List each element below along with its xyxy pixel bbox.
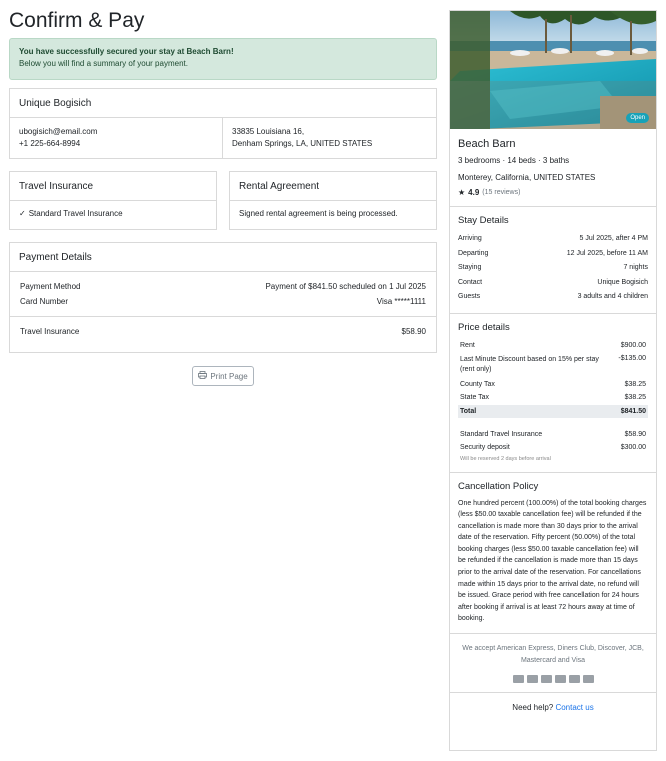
payment-method-label: Payment Method bbox=[20, 282, 81, 291]
guest-name: Unique Bogisich bbox=[10, 89, 436, 118]
amex-icon bbox=[513, 675, 524, 683]
property-meta: 3 bedrooms · 14 beds · 3 baths bbox=[458, 156, 570, 165]
contact-us-link[interactable]: Contact us bbox=[555, 703, 594, 713]
guest-address bbox=[223, 118, 381, 159]
card-number-row bbox=[10, 297, 436, 306]
stay-row: Staying 7 nights bbox=[458, 264, 648, 271]
property-info bbox=[450, 129, 656, 207]
help-row bbox=[450, 693, 656, 722]
reviews-count: (15 reviews) bbox=[482, 189, 521, 196]
accepted-cards-text: We accept American Express, Diners Club, Discover, JCB, Mastercard and Visa bbox=[462, 645, 644, 665]
insurance-value: $58.90 bbox=[401, 327, 426, 336]
guest-email: ubogisich@email.com bbox=[19, 127, 98, 136]
guest-phone: +1 225-664-8994 bbox=[19, 139, 81, 148]
stay-details bbox=[450, 207, 656, 314]
price-row-discount: Last Minute Discount based on 15% per stay (rent only) -$135.00 bbox=[460, 354, 646, 373]
price-details-title: Price details bbox=[458, 321, 510, 333]
help-text: Need help? bbox=[512, 703, 554, 713]
stay-details-title: Stay Details bbox=[458, 215, 509, 226]
price-row-deposit: Security deposit $300.00 bbox=[460, 443, 646, 451]
price-row-insurance: Standard Travel Insurance $58.90 bbox=[460, 430, 646, 438]
payment-details-title: Payment Details bbox=[10, 243, 436, 272]
address-line-1: 33835 Louisiana 16, bbox=[232, 127, 305, 136]
cancellation-policy bbox=[450, 473, 656, 635]
property-rating bbox=[458, 188, 648, 197]
guest-contact bbox=[10, 118, 223, 159]
page-title: Confirm & Pay bbox=[9, 9, 145, 32]
travel-insurance-card bbox=[9, 171, 217, 230]
jcb-icon bbox=[555, 675, 566, 683]
rental-agreement-status: Signed rental agreement is being processed. bbox=[239, 209, 398, 218]
travel-insurance-title: Travel Insurance bbox=[10, 172, 216, 201]
print-page-label: Print Page bbox=[210, 371, 248, 381]
property-photo bbox=[450, 11, 656, 129]
property-location: Monterey, California, UNITED STATES bbox=[458, 173, 596, 182]
rental-agreement-title: Rental Agreement bbox=[230, 172, 436, 201]
alert-title: You have successfully secured your stay at Beach Barn! bbox=[19, 47, 234, 56]
rental-agreement-card bbox=[229, 171, 437, 230]
price-row-total: Total $841.50 bbox=[458, 405, 648, 418]
stay-row: Guests 3 adults and 4 children bbox=[458, 293, 648, 300]
diners-icon bbox=[527, 675, 538, 683]
card-number-label: Card Number bbox=[20, 297, 69, 306]
booking-summary-sidebar bbox=[449, 10, 657, 751]
success-alert bbox=[9, 38, 437, 80]
payment-methods bbox=[450, 634, 656, 693]
visa-icon bbox=[583, 675, 594, 683]
address-line-2: Denham Springs, LA, UNITED STATES bbox=[232, 139, 373, 148]
deposit-note: Will be reserved 2 days before arrival bbox=[460, 455, 551, 462]
card-number-value: Visa *****1111 bbox=[376, 297, 426, 306]
insurance-row bbox=[10, 327, 436, 336]
stay-row: Departing 12 Jul 2025, before 11 AM bbox=[458, 249, 648, 257]
travel-insurance-item: Standard Travel Insurance bbox=[28, 209, 123, 218]
insurance-label: Travel Insurance bbox=[20, 327, 80, 336]
cancellation-policy-title: Cancellation Policy bbox=[458, 480, 539, 492]
payment-method-row bbox=[10, 282, 436, 291]
stay-row: Arriving 5 Jul 2025, after 4 PM bbox=[458, 235, 648, 242]
printer-icon bbox=[198, 371, 207, 381]
open-badge: Open bbox=[626, 113, 649, 123]
payment-method-value: Payment of $841.50 scheduled on 1 Jul 2025 bbox=[265, 282, 426, 291]
mastercard-icon bbox=[569, 675, 580, 683]
print-page-button[interactable] bbox=[192, 366, 254, 386]
stay-row: Contact Unique Bogisich bbox=[458, 278, 648, 286]
property-name: Beach Barn bbox=[458, 138, 516, 150]
price-details bbox=[450, 314, 656, 473]
rating-value: 4.9 bbox=[468, 188, 480, 197]
star-icon: ★ bbox=[458, 188, 466, 197]
price-row-state-tax: State Tax $38.25 bbox=[460, 393, 646, 401]
cancellation-policy-text: One hundred percent (100.00%) of the total booking charges (less $50.00 taxable cancellation fee) will be refunded if the cancellation is made more than 30 days prior to the arrival date of the reservation. Fifty percent (50.00%) of the total booking charges (less $50.00 taxable cancellation fee) will be refunded if the cancellation is made more than 15 days prior to the arrival date of the reservation. For cancellations made within 15 days prior to the arrival date, no refund will be issued. Grace period with free cancellation for 24 hours after booking if arrival is at least 72 hours away at time of booking. bbox=[458, 499, 647, 623]
price-row-rent: Rent $900.00 bbox=[460, 341, 646, 349]
payment-details-card bbox=[9, 242, 437, 353]
alert-subtitle: Below you will find a summary of your payment. bbox=[19, 59, 188, 68]
price-row-county-tax: County Tax $38.25 bbox=[460, 380, 646, 388]
discover-icon bbox=[541, 675, 552, 683]
guest-card bbox=[9, 88, 437, 159]
check-icon: ✓ bbox=[19, 209, 26, 218]
